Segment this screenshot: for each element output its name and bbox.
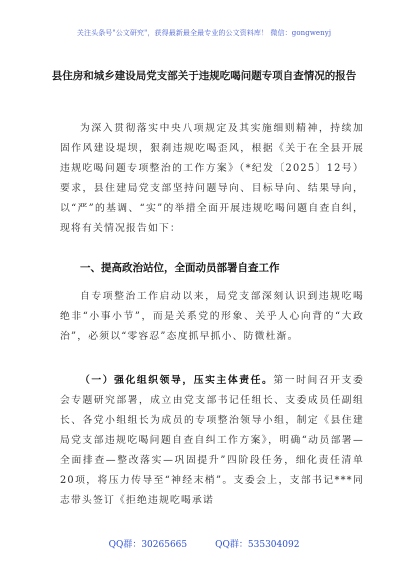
top-notice: 关注头条号"公文研究"，获得最新最全最专业的公文资料库！ 微信：gongwenyj xyxy=(76,29,332,37)
footer xyxy=(0,537,408,550)
intro-paragraph: 为深入贯彻落实中央八项规定及其实施细则精神，持续加固作风建设堤坝，狠刹违规吃喝歪风，根据《关于在全县开展违规吃喝问题专项整治的工作方案》（*纪发〔2025〕12号）要求，县住建局党支部坚持问题导向、目标导向、结果导向，以“严”的基调、“实”的举措全面开展违规吃喝问题自查自纠，现将有关情况报告如下： xyxy=(60,123,364,234)
section-1-paragraph: 自专项整治工作启动以来，局党支部深刻认识到违规吃喝绝非“小事小节”，而是关系党的形象、关乎人心向背的“大政治”，必须以“零容忍”态度抓早抓小、防微杜渐。 xyxy=(60,291,364,342)
subsection-1-body: 第一时间召开支委会专题研究部署，成立由党支部书记任组长、支委成员任副组长、各党小组组长为成员的专项整治领导小组，制定《县住建局党支部违规吃喝问题自查自纠工作方案》，明确“动员部署—全面排查—整改落实—巩固提升”四阶段任务，细化责任清单20项，将压力传导至“神经末梢”。支委会上，支部书记***同志带头签订《拒绝违规吃喝承诺 xyxy=(60,375,364,506)
document-title: 县住房和城乡建设局党支部关于违规吃喝问题专项自查情况的报告 xyxy=(51,70,357,82)
qq-group-1: QQ群：30265665 xyxy=(108,540,188,550)
qq-group-2: QQ群：535304092 xyxy=(215,540,300,550)
subsection-1-paragraph xyxy=(60,371,364,511)
subsection-1-lead: （一）强化组织领导，压实主体责任。 xyxy=(80,375,274,386)
section-heading-1: 一、提高政治站位，全面动员部署自查工作 xyxy=(80,262,280,274)
